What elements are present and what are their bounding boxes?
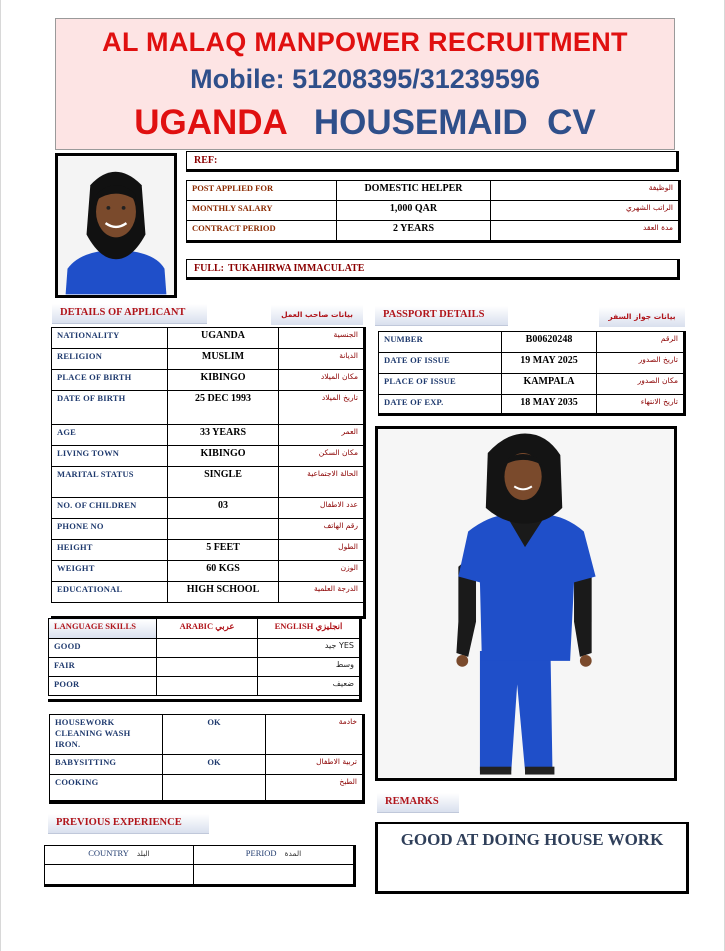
job-label-ar: الراتب الشهري (491, 201, 679, 221)
job-label-ar: الوظيفة (491, 181, 679, 201)
passport-value: 19 MAY 2025 (502, 353, 597, 374)
skill-label: COOKING (50, 775, 163, 801)
cv-title: HOUSEMAID CV (313, 103, 596, 142)
english-column-header: ENGLISH انجليزي (258, 619, 360, 639)
country-col-label-ar: البلد (136, 849, 150, 858)
passport-label-ar: تاريخ الانتهاء (597, 395, 684, 416)
applicant-label-ar: الحالة الاجتماعية (279, 467, 364, 498)
passport-value: KAMPALA (502, 374, 597, 395)
applicant-label: NO. OF CHILDREN (52, 498, 168, 519)
applicant-value: MUSLIM (168, 349, 279, 370)
skill-label-ar: تربية الاطفال (266, 755, 363, 775)
applicant-label-ar: تاريخ الميلاد (279, 391, 364, 425)
job-label: CONTRACT PERIOD (187, 221, 337, 241)
full-name-value: TUKAHIRWA IMMACULATE (228, 263, 365, 274)
skill-value: OK (163, 715, 266, 755)
applicant-label-ar: الطول (279, 540, 364, 561)
experience-table-frame (44, 845, 356, 887)
passport-value: B00620248 (502, 332, 597, 353)
remarks-heading: REMARKS (377, 793, 459, 813)
applicant-label: WEIGHT (52, 561, 168, 582)
remarks-box (375, 822, 689, 894)
skill-label-ar: الطبخ (266, 775, 363, 801)
applicant-label: RELIGION (52, 349, 168, 370)
applicant-label-ar: الديانة (279, 349, 364, 370)
full-body-photo-image (378, 429, 674, 778)
passport-label: DATE OF EXP. (379, 395, 502, 416)
experience-heading: PREVIOUS EXPERIENCE (48, 814, 209, 834)
remarks-text: GOOD AT DOING HOUSE WORK (400, 830, 664, 849)
ref-bar (186, 151, 679, 172)
applicant-label: AGE (52, 425, 168, 446)
applicant-label-ar: الجنسية (279, 328, 364, 349)
job-label: POST APPLIED FOR (187, 181, 337, 201)
applicant-value: UGANDA (168, 328, 279, 349)
skills-table-frame (49, 714, 365, 804)
language-heading: LANGUAGE SKILLS (54, 621, 136, 631)
cv-country: UGANDA (134, 103, 288, 142)
period-col-label-ar: المدة (284, 849, 302, 858)
applicant-label: PLACE OF BIRTH (52, 370, 168, 391)
english-level-value: ضعيف (258, 677, 360, 696)
applicant-value: 60 KGS (168, 561, 279, 582)
passport-heading: PASSPORT DETAILS (375, 306, 508, 326)
job-value: 1,000 QAR (337, 201, 491, 221)
job-label: MONTHLY SALARY (187, 201, 337, 221)
passport-heading-ar: بيانات جواز السفر (599, 307, 685, 327)
agency-header (55, 18, 675, 150)
arabic-column-header: ARABIC عربي (157, 619, 258, 639)
english-level-value: YES جيد (258, 639, 360, 658)
passport-label: PLACE OF ISSUE (379, 374, 502, 395)
applicant-value: KIBINGO (168, 446, 279, 467)
applicant-label: NATIONALITY (52, 328, 168, 349)
applicant-label: MARITAL STATUS (52, 467, 168, 498)
applicant-label-ar: مكان الميلاد (279, 370, 364, 391)
applicant-value: 03 (168, 498, 279, 519)
applicant-label: DATE OF BIRTH (52, 391, 168, 425)
passport-table-frame (378, 331, 686, 416)
passport-value: 18 MAY 2035 (502, 395, 597, 416)
job-value: DOMESTIC HELPER (337, 181, 491, 201)
applicant-label-ar: عدد الاطفال (279, 498, 364, 519)
skill-label-ar: خادمة (266, 715, 363, 755)
applicant-label-ar: العمر (279, 425, 364, 446)
language-level-label: POOR (49, 677, 157, 696)
job-value: 2 YEARS (337, 221, 491, 241)
applicant-value: HIGH SCHOOL (168, 582, 279, 603)
applicant-value: 5 FEET (168, 540, 279, 561)
company-name: AL MALAQ MANPOWER RECRUITMENT (102, 27, 628, 57)
job-table-frame (186, 180, 681, 243)
applicant-table-frame (51, 327, 366, 619)
applicant-heading: DETAILS OF APPLICANT (52, 304, 207, 324)
applicant-label-ar: رقم الهاتف (279, 519, 364, 540)
passport-label: DATE OF ISSUE (379, 353, 502, 374)
english-level-value: وسط (258, 658, 360, 677)
language-level-label: GOOD (49, 639, 157, 658)
applicant-value: SINGLE (168, 467, 279, 498)
passport-label-ar: تاريخ الصدور (597, 353, 684, 374)
ref-label: REF: (194, 155, 218, 166)
skill-value: OK (163, 755, 266, 775)
passport-label-ar: مكان الصدور (597, 374, 684, 395)
applicant-label: HEIGHT (52, 540, 168, 561)
mobile-numbers: Mobile: 51208395/31239596 (190, 64, 540, 94)
job-label-ar: مدة العقد (491, 221, 679, 241)
applicant-label: LIVING TOWN (52, 446, 168, 467)
full-name-bar (186, 259, 680, 280)
applicant-label-ar: الوزن (279, 561, 364, 582)
skill-label: HOUSEWORK CLEANING WASH IRON. (50, 715, 163, 755)
passport-label: NUMBER (379, 332, 502, 353)
applicant-label-ar: مكان السكن (279, 446, 364, 467)
full-name-label: FULL: (194, 263, 224, 274)
applicant-value: 25 DEC 1993 (168, 391, 279, 425)
applicant-value: KIBINGO (168, 370, 279, 391)
country-col-label: COUNTRY (88, 848, 129, 858)
full-body-photo (375, 426, 677, 781)
applicant-heading-ar: بيانات صاحب العمل (271, 305, 363, 325)
language-table-frame (48, 618, 362, 702)
applicant-label-ar: الدرجة العلمية (279, 582, 364, 603)
language-level-label: FAIR (49, 658, 157, 677)
applicant-value: 33 YEARS (168, 425, 279, 446)
period-col-label: PERIOD (245, 848, 277, 858)
passport-label-ar: الرقم (597, 332, 684, 353)
applicant-label: PHONE NO (52, 519, 168, 540)
portrait-photo (55, 153, 177, 298)
applicant-label: EDUCATIONAL (52, 582, 168, 603)
skill-label: BABYSITTING (50, 755, 163, 775)
cv-title-line (56, 103, 674, 143)
portrait-photo-image (58, 156, 174, 295)
